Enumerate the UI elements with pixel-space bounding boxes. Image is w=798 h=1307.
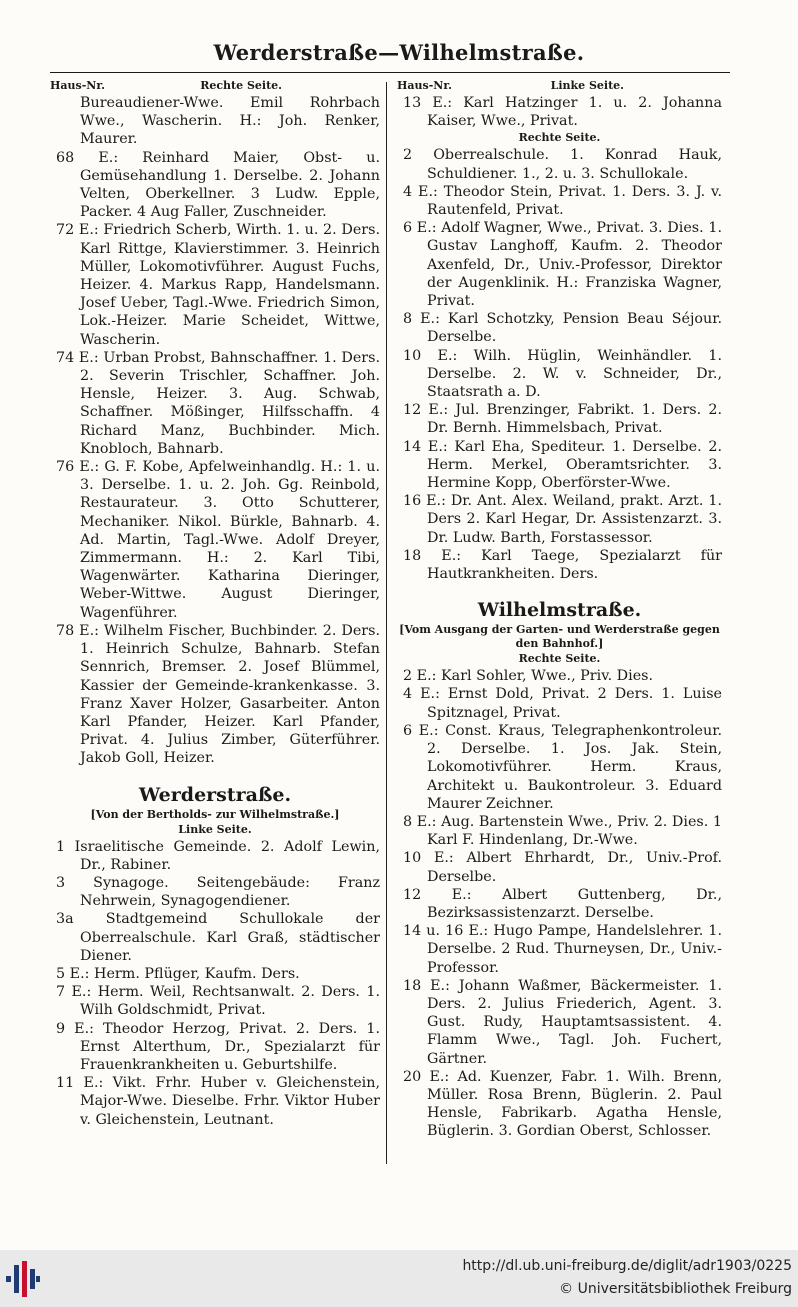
address-entry [397,1068,722,1141]
entry-text: E.: Hugo Pampe, Handelslehrer. 1. Derselbe. 2 Rud. Thurneysen, Dr., Univ.-Professor. [427,923,723,976]
house-number: 9 [56,1020,66,1037]
left-head-side: Rechte Seite. [200,79,282,92]
house-number: 14 [403,438,422,455]
entry-text: E.: Albert Guttenberg, Dr., Bezirksassistenzarzt. Derselbe. [427,886,722,921]
right-entries-wilhelmstrasse [397,667,722,1140]
entry-text: E.: Theodor Herzog, Privat. 2. Ders. 1. Ernst Alterthum, Dr., Spezialarzt für Frauenkrankheiten u. Geburtshilfe. [74,1020,380,1073]
university-library-logo [6,1259,40,1299]
address-entry [397,813,722,849]
address-entry [397,347,722,402]
side-label-rechte: Rechte Seite. [518,131,601,145]
entry-text: E.: Wilhelm Fischer, Buchbinder. 2. Ders. 1. Heinrich Schulze, Bahnarb. Stefan Sennrich, Bremser. 2. Josef Blümmel, Kassier der Gemeinde-krankenkasse. 3. Franz Xaver Holzer, Gasarbeiter. Anton Karl Pfander, Heizer. Karl Pfander, Privat. 4. Julius Zimber, Güterführer. Jakob Goll, Heizer. [79,622,380,767]
entry-text: E.: Ernst Dold, Privat. 2 Ders. 1. Luise Spitznagel, Privat. [420,686,723,721]
house-number: 18 [403,977,422,994]
entry-text: E.: Karl Hatzinger 1. u. 2. Johanna Kaiser, Wwe., Privat. [427,95,722,130]
address-entry [397,685,722,721]
address-entry [397,146,722,182]
side-label-wilhelm-rechte: Rechte Seite. [518,652,601,666]
entry-text: E.: Wilh. Hüglin, Weinhändler. 1. Derselbe. 2. W. v. Schneider, Dr., Staatsrath a. D. [427,347,723,401]
left-head-housenr: Haus-Nr. [50,79,105,92]
address-entry [50,874,380,910]
entry-text: E.: Jul. Brenzinger, Fabrikt. 1. Ders. 2. Dr. Bernh. Himmelsbach, Privat. [427,402,722,437]
right-entries-rechte [397,146,722,583]
address-entry [50,910,380,965]
address-entry [397,886,722,922]
house-number: 2 [403,668,413,685]
house-number: 78 [56,622,75,639]
address-entry [50,1020,380,1075]
entry-text: E.: Herm. Pflüger, Kaufm. Ders. [69,965,300,982]
section-title-wilhelmstrasse: Wilhelmstraße. [477,599,642,622]
entry-text: E.: Adolf Wagner, Wwe., Privat. 3. Dies. 1. Gustav Langhoff, Kaufm. 2. Theodor Axenfeld, Dr., Univ.-Professor, Direktor der Augenklinik. H.: Franziska Wagner, Privat. [416,220,722,310]
address-entry [50,622,380,768]
address-entry [397,219,722,310]
house-number: 72 [56,222,75,239]
house-number: 2 [403,147,413,164]
entry-text: E.: Karl Eha, Spediteur. 1. Derselbe. 2. Herm. Merkel, Oberamtsrichter. 3. Hermine Kopp, Oberförster-Wwe. [427,438,723,492]
entry-text: E.: Karl Taege, Spezialarzt für Hautkrankheiten. Ders. [427,547,723,583]
address-entry [50,349,380,458]
source-url-link[interactable]: http://dl.ub.uni-freiburg.de/diglit/adr1903/0225 [462,1258,792,1274]
house-number: 18 [403,547,422,564]
left-continuation: Bureaudiener-Wwe. Emil Rohrbach Wwe., Wascherin. H.: Joh. Renker, Maurer. [80,95,380,148]
left-column [50,78,380,1129]
section-title-werderstrasse: Werderstraße. [138,783,292,806]
house-number: 3a [56,911,74,928]
side-label-linke: Linke Seite. [178,822,252,836]
house-number: 8 [403,813,413,830]
house-number: 12 [403,402,422,419]
entry-text: E.: Herm. Weil, Rechtsanwalt. 2. Ders. 1. Wilh Goldschmidt, Privat. [71,984,380,1019]
house-number: 4 [403,183,413,200]
house-number: 13 [403,95,422,111]
entry-text: Synagoge. Seitengebäude: Franz Nehrwein, Synagogendiener. [80,874,380,910]
right-column [397,78,722,1141]
house-number: 10 [403,347,422,364]
house-number: 16 [403,493,422,510]
address-entry [397,849,722,885]
address-entry [50,983,380,1019]
house-number: 6 [403,722,413,739]
address-entry [397,977,722,1068]
address-entry [50,838,380,874]
copyright-notice: © Universitätsbibliothek Freiburg [559,1281,792,1297]
entry-text: E.: Ad. Kuenzer, Fabr. 1. Wilh. Brenn, Müller. Rosa Brenn, Büglerin. 2. Paul Hensle, Fabrikarb. Agatha Hensle, Büglerin. 3. Gordian Oberst, Schlosser. [427,1068,722,1140]
house-number: 20 [403,1068,422,1085]
house-number: 68 [56,149,75,166]
entry-text: E.: Dr. Ant. Alex. Weiland, prakt. Arzt. 1. Ders 2. Karl Hegar, Dr. Assistenzarzt. 3. Dr. Ludw. Barth, Forstassessor. [426,493,722,546]
right-column-head [397,78,722,94]
entry-text: Israelitische Gemeinde. 2. Adolf Lewin, Dr., Rabiner. [74,838,381,873]
section-subtitle-werderstrasse: [Von der Bertholds- zur Wilhelmstraße.] [90,807,340,821]
house-number: 11 [56,1075,75,1092]
entry-text: E.: Const. Kraus, Telegraphenkontroleur. 2. Derselbe. 1. Jos. Jak. Stein, Lokomotivführer. Herm. Kraus, Architekt u. Baukontroleur. 3. Eduard Maurer Zeichner. [418,722,722,812]
right-head-side: Linke Seite. [550,79,624,92]
right-head-housenr: Haus-Nr. [397,79,452,92]
address-entry [397,547,722,583]
address-entry [50,965,380,983]
address-entry [50,458,380,622]
house-number: 76 [56,459,75,476]
house-number: 4 [403,686,413,703]
address-entry [397,183,722,219]
house-number: 10 [403,850,422,867]
left-column-head [50,78,380,94]
left-entries [50,149,380,768]
page-header: Werderstraße—Wilhelmstraße. [213,40,585,65]
house-number: 6 [403,220,413,237]
house-number: 3 [56,874,66,891]
header-rule [50,72,730,73]
entry-text: E.: Vikt. Frhr. Huber v. Gleichenstein, Major-Wwe. Dieselbe. Frhr. Viktor Huber v. Gleichenstein, Leutnant. [80,1075,381,1128]
address-entry [397,667,722,685]
entry-text: E.: Urban Probst, Bahnschaffner. 1. Ders. 2. Severin Trischler, Schaffner. Joh. Hensle, Heizer. 3. Aug. Schwab, Schaffner. Mößinger, Hilfsschaffn. 4 Richard Manz, Buchbinder. Mich. Knobloch, Bahnarb. [78,349,381,457]
address-entry [50,221,380,348]
address-entry [397,492,722,547]
address-entry [397,310,722,346]
address-entry [50,149,380,222]
address-entry [397,94,722,130]
address-entry [50,1074,380,1129]
entry-text: E.: Karl Sohler, Wwe., Priv. Dies. [416,668,654,685]
entry-text: E.: Friedrich Scherb, Wirth. 1. u. 2. Ders. Karl Rittge, Klavierstimmer. 3. Heinrich Müller, Lokomotivführer. August Fuchs, Heizer. 4. Markus Rapp, Handelsmann. Josef Ueber, Tagl.-Wwe. Friedrich Simon, Lok.-Heizer. Marie Scheidet, Wittwe, Wascherin. [78,222,380,348]
column-divider [386,82,387,1164]
section-subtitle-wilhelmstrasse: [Vom Ausgang der Garten- und Werderstraße gegen den Bahnhof.] [399,623,720,651]
entry-text: E.: G. F. Kobe, Apfelweinhandlg. H.: 1. u. 3. Derselbe. 1. u. 2. Joh. Gg. Reinbold, Restaurateur. 3. Otto Schutterer, Mechaniker. Nikol. Bürkle, Bahnarb. 4. Ad. Martin, Tagl.-Wwe. Adolf Dreyer, Zimmermann. H.: 2. Karl Tibi, Wagenwärter. Katharina Dieringer, Weber-Wittwe. August Dieringer, Wagenführer. [79,459,380,621]
address-entry [397,722,722,813]
entry-text: E.: Albert Ehrhardt, Dr., Univ.-Prof. Derselbe. [427,850,723,885]
house-number: 8 [403,311,413,328]
address-entry [397,438,722,493]
entry-text: Oberrealschule. 1. Konrad Hauk, Schuldiener. 1., 2. u. 3. Schullokale. [427,147,723,182]
house-number: 7 [56,984,66,1001]
entry-text: Stadtgemeind Schullokale der Oberrealschule. Karl Graß, städtischer Diener. [80,911,381,964]
house-number: 74 [56,349,75,366]
entry-text: E.: Reinhard Maier, Obst- u. Gemüsehandlung 1. Derselbe. 2. Johann Velten, Oberkellner. 3 Ludw. Epple, Packer. 4 Aug Faller, Zuschneider. [80,149,381,221]
house-number: 14 u. 16 [403,923,464,940]
address-entry [397,401,722,437]
footer-bar [0,1250,798,1307]
left-entries-werderstrasse [50,838,380,1129]
entry-text: E.: Theodor Stein, Privat. 1. Ders. 3. J. v. Rautenfeld, Privat. [418,183,722,219]
address-entry [397,922,722,977]
entry-text: E.: Aug. Bartenstein Wwe., Priv. 2. Dies. 1 Karl F. Hindenlang, Dr.-Wwe. [416,813,722,849]
house-number: 12 [403,886,422,903]
house-number: 5 [56,965,66,982]
entry-text: E.: Karl Schotzky, Pension Beau Séjour. Derselbe. [420,311,723,346]
right-entries [397,94,722,130]
entry-text: E.: Johann Waßmer, Bäckermeister. 1. Ders. 2. Julius Friederich, Agent. 3. Gust. Rudy, Hauptamtsassistent. 4. Flamm Wwe., Tagl. Joh. Fuchert, Gärtner. [427,977,723,1067]
house-number: 1 [56,838,66,855]
